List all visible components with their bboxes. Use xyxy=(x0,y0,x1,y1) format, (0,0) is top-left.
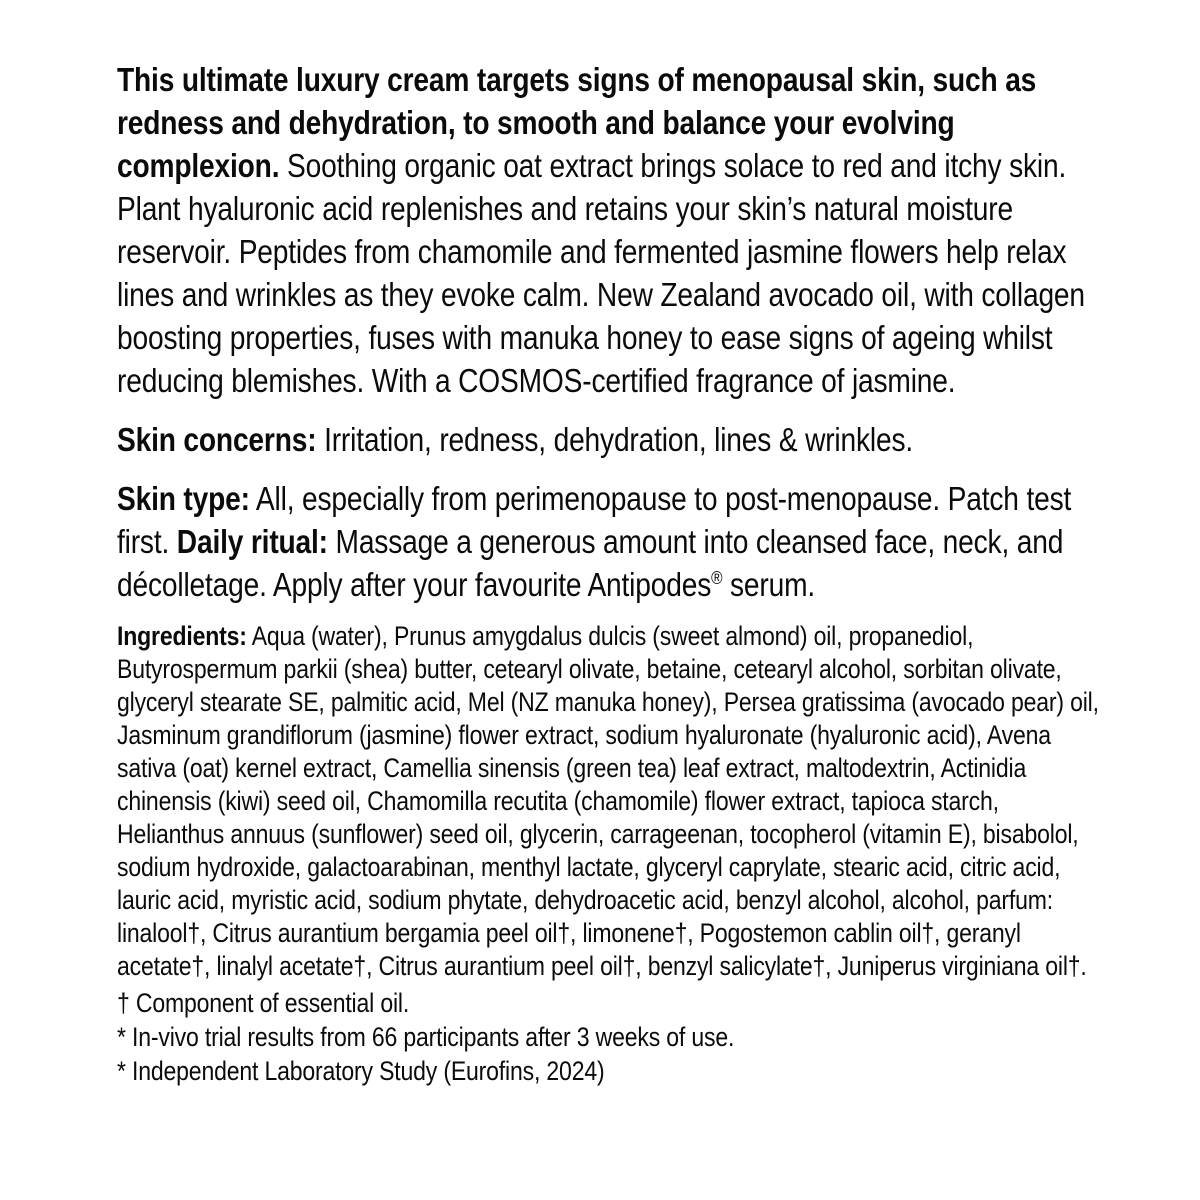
daily-ritual-text-end: serum. xyxy=(722,566,816,603)
skin-type-text: All, especially from perimenopause to post-menopause. Patch test first. xyxy=(117,480,1072,560)
description-lead-bold: This ultimate luxury cream targets signs of menopausal skin, such as redness and dehydration, to smooth and balance your evolving complexion. xyxy=(117,61,1037,184)
product-description-paragraph xyxy=(117,58,1106,402)
footnote-invivo-trial: * In-vivo trial results from 66 participants after 3 weeks of use. xyxy=(117,1022,735,1052)
footnote-laboratory-study: * Independent Laboratory Study (Eurofins, 2024) xyxy=(117,1056,605,1086)
ingredients-paragraph xyxy=(117,620,1106,983)
footnote-essential-oil: † Component of essential oil. xyxy=(117,988,410,1018)
skin-type-and-daily-ritual xyxy=(117,477,1106,606)
description-body-text: Soothing organic oat extract brings solace to red and itchy skin. Plant hyaluronic acid replenishes and retains your skin’s natural moisture reservoir. Peptides from chamomile and fermented jasmine flowers help relax lines and wrinkles as they evoke calm. New Zealand avocado oil, with collagen boosting properties, fuses with manuka honey to ease signs of ageing whilst reducing blemishes. With a COSMOS-certified fragrance of jasmine. xyxy=(117,147,1085,399)
product-description-label xyxy=(117,58,1107,1088)
skin-concerns-label: Skin concerns: xyxy=(117,421,317,458)
ingredients-label: Ingredients: xyxy=(117,621,247,651)
daily-ritual-text: Massage a generous amount into cleansed face, neck, and décolletage. Apply after your favourite Antipodes xyxy=(117,523,1064,603)
registered-trademark-symbol: ® xyxy=(711,568,723,588)
skin-concerns-line xyxy=(117,418,1106,461)
skin-concerns-text: Irritation, redness, dehydration, lines & wrinkles. xyxy=(324,421,914,458)
ingredients-list-text: Aqua (water), Prunus amygdalus dulcis (sweet almond) oil, propanediol, Butyrospermum parkii (shea) butter, cetearyl olivate, betaine, cetearyl alcohol, sorbitan olivate, glyceryl stearate SE, palmitic acid, Mel (NZ manuka honey), Persea gratissima (avocado pear) oil, Jasminum grandiflorum (jasmine) flower extract, sodium hyaluronate (hyaluronic acid), Avena sativa (oat) kernel extract, Camellia sinensis (green tea) leaf extract, maltodextrin, Actinidia chinensis (kiwi) seed oil, Chamomilla recutita (chamomile) flower extract, tapioca starch, Helianthus annuus (sunflower) seed oil, glycerin, carrageenan, tocopherol (vitamin E), bisabolol, sodium hydroxide, galactoarabinan, menthyl lactate, glyceryl caprylate, stearic acid, citric acid, lauric acid, myristic acid, sodium phytate, dehydroacetic acid, benzyl alcohol, alcohol, parfum: linalool†, Citrus aurantium bergamia peel oil†, limonene†, Pogostemon cablin oil†, geranyl acetate†, linalyl acetate†, Citrus aurantium peel oil†, benzyl salicylate†, Juniperus virginiana oil†. xyxy=(117,621,1099,981)
skin-type-label: Skin type: xyxy=(117,480,250,517)
daily-ritual-label: Daily ritual: xyxy=(176,523,328,560)
